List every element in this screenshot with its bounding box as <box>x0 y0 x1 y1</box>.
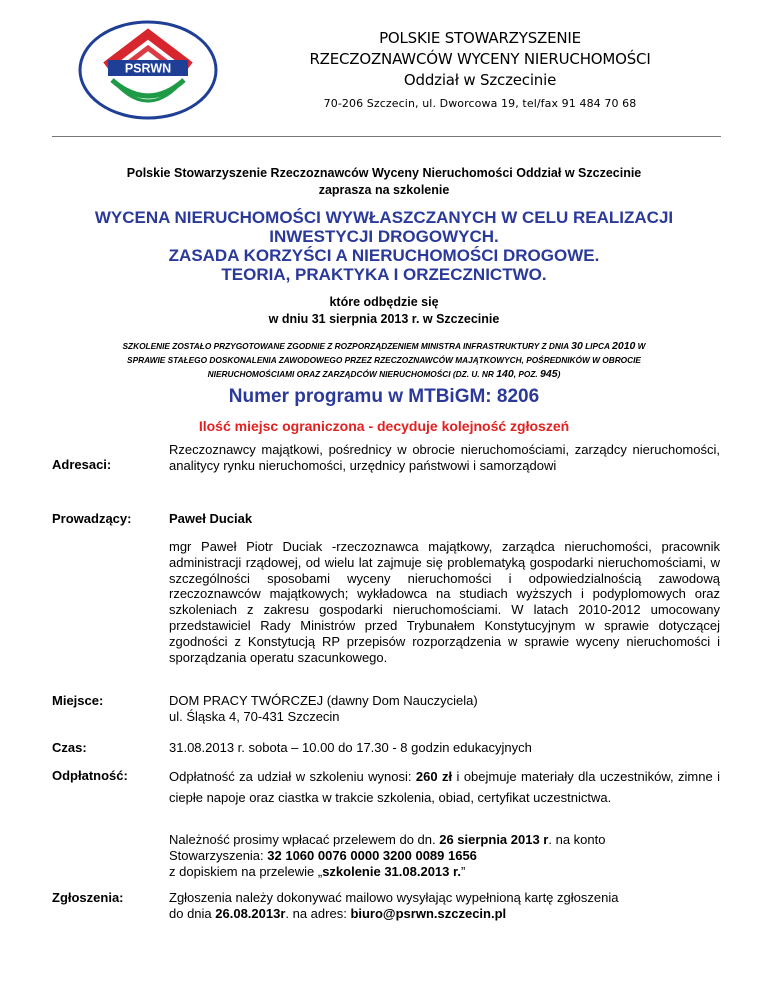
org-address: 70-206 Szczecin, ul. Dworcowa 19, tel/fax 91 484 70 68 <box>323 97 637 110</box>
intro-line-2: zaprasza na szkolenie <box>318 183 450 197</box>
intro-text <box>40 165 728 199</box>
czas-text: 31.08.2013 r. sobota – 10.00 do 17.30 - 8 godzin edukacyjnych <box>169 740 532 755</box>
payment-line-3: z dopiskiem na przelewie „szkolenie 31.08.2013 r.” <box>169 863 466 879</box>
zgloszenia-line-1: Zgłoszenia należy dokonywać mailowo wysyłając wypełnioną kartę zgłoszenia <box>169 890 619 905</box>
organization-name <box>280 28 680 110</box>
oplata-label: Odpłatność: <box>52 768 128 783</box>
payment-line-1: Należność prosimy wpłacać przelewem do dn. 26 sierpnia 2013 r. na konto <box>169 832 606 847</box>
title-line-3: ZASADA KORZYŚCI A NIERUCHOMOŚCI DROGOWE. <box>168 246 600 265</box>
program-number: Numer programu w MTBiGM: 8206 <box>228 386 540 407</box>
limit-notice: Ilość miejsc ograniczona - decyduje kolejność zgłoszeń <box>198 418 570 434</box>
intro-line-1: Polskie Stowarzyszenie Rzeczoznawców Wyceny Nieruchomości Oddział w Szczecinie <box>126 166 642 180</box>
legal-line-2: SPRAWIE STAŁEGO DOSKONALENIA ZAWODOWEGO PRZEZ RZECZOZNAWCÓW MAJĄTKOWYCH, POŚREDNIKÓW W OBROCIE <box>127 355 641 365</box>
psrwn-logo <box>78 20 218 120</box>
zgloszenia-text <box>169 890 720 922</box>
adresaci-text: Rzeczoznawcy majątkowi, pośrednicy w obrocie nieruchomościami, zarządcy nieruchomości, analitycy rynku nieruchomości, urzędnicy państwowi i samorządowi <box>169 442 720 473</box>
event-line-1: które odbędzie się <box>329 295 439 309</box>
payment-line-2: Stowarzyszenia: 32 1060 0076 0000 3200 0089 1656 <box>169 847 477 863</box>
zgloszenia-label: Zgłoszenia: <box>52 890 124 905</box>
miejsce-text <box>169 693 720 725</box>
org-line-3: Oddział w Szczecinie <box>403 71 557 89</box>
org-line-2: RZECZOZNAWCÓW WYCENY NIERUCHOMOŚCI <box>309 50 651 68</box>
legal-basis <box>40 339 728 381</box>
miejsce-label: Miejsce: <box>52 693 104 708</box>
header-divider <box>52 136 721 137</box>
prowadzacy-name: Paweł Duciak <box>169 511 253 526</box>
prowadzacy-bio: mgr Paweł Piotr Duciak -rzeczoznawca majątkowy, zarządca nieruchomości, pracownik administracji rządowej, od wielu lat zajmuje się problematyką gospodarki nieruchomościami, w szczególności sposobami wyceny nieruchomości i odpowiedzialnością zawodową rzeczoznawców majątkowych; wykładowca na studiach wyższych i podyplomowych oraz szkoleniach z zakresu gospodarki nieruchomościami. W latach 2010-2012 umocowany przedstawiciel Rady Ministrów przed Trybunałem Konstytucyjnym w sprawie dotyczącej zgodności z Konstytucją RP przepisów rozporządzenia w sprawie wyceny nieruchomości i sporządzania operatu szacunkowego. <box>169 539 720 665</box>
legal-line-1: SZKOLENIE ZOSTAŁO PRZYGOTOWANE ZGODNIE Z ROZPORZĄDZENIEM MINISTRA INFRASTRUKTURY Z DNIA 30 LIPCA 2010 W <box>122 340 646 352</box>
miejsce-line-1: DOM PRACY TWÓRCZEJ (dawny Dom Nauczyciela) <box>169 693 478 708</box>
title-line-4: TEORIA, PRAKTYKA I ORZECZNICTWO. <box>221 265 547 284</box>
svg-text:PSRWN: PSRWN <box>124 61 172 76</box>
training-title <box>40 208 728 284</box>
org-line-1: POLSKIE STOWARZYSZENIE <box>379 29 581 47</box>
title-line-2: INWESTYCJI DROGOWYCH. <box>269 227 499 246</box>
adresaci-label: Adresaci: <box>52 457 112 472</box>
title-line-1: WYCENA NIERUCHOMOŚCI WYWŁASZCZANYCH W CELU REALIZACJI <box>94 208 674 227</box>
miejsce-line-2: ul. Śląska 4, 70-431 Szczecin <box>169 708 340 724</box>
czas-label: Czas: <box>52 740 87 755</box>
legal-line-3: NIERUCHOMOŚCIAMI ORAZ ZARZĄDCÓW NIERUCHOMOŚCI (DZ. U. NR 140, POZ. 945) <box>207 368 561 380</box>
zgloszenia-line-2: do dnia 26.08.2013r. na adres: biuro@psrwn.szczecin.pl <box>169 905 507 921</box>
event-line-2: w dniu 31 sierpnia 2013 r. w Szczecinie <box>268 312 500 326</box>
letterhead <box>0 0 768 140</box>
oplata-text: Odpłatność za udział w szkoleniu wynosi: 260 zł i obejmuje materiały dla uczestników, zimne i ciepłe napoje oraz ciastka w trakcie szkolenia, obiad, certyfikat uczestnictwa. <box>169 769 721 805</box>
event-info <box>40 294 728 328</box>
email-address: biuro@psrwn.szczecin.pl <box>350 905 507 921</box>
prowadzacy-label: Prowadzący: <box>52 511 132 526</box>
payment-info <box>169 832 720 879</box>
